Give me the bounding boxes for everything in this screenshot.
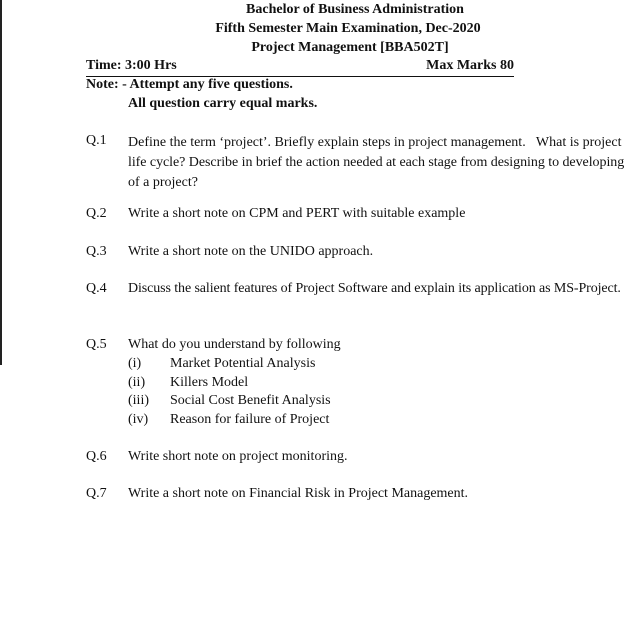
time-marks-row	[86, 58, 514, 77]
time-label: Time: 3:00 Hrs	[86, 58, 177, 73]
left-edge-rule	[0, 0, 2, 365]
exam-title: Fifth Semester Main Examination, Dec-2020	[215, 21, 481, 36]
note-line-1: Note: - Attempt any five questions.	[86, 77, 293, 92]
question-text: Discuss the salient features of Project Software and explain its application as MS-Project.	[128, 281, 621, 296]
question-text-line: life cycle? Describe in brief the action needed at each stage from designing to developing	[128, 155, 625, 170]
question-text: Write short note on project monitoring.	[128, 449, 348, 464]
sub-item-numeral: (i)	[128, 356, 142, 371]
question-number: Q.1	[86, 133, 107, 148]
question-number: Q.4	[86, 281, 107, 296]
question-text: Write a short note on CPM and PERT with suitable example	[128, 206, 466, 221]
question-number: Q.7	[86, 486, 107, 501]
max-marks-label: Max Marks 80	[426, 58, 514, 73]
sub-item-text: Killers Model	[170, 375, 249, 390]
sub-item-text: Social Cost Benefit Analysis	[170, 393, 331, 408]
sub-item-numeral: (ii)	[128, 375, 146, 390]
sub-item-numeral: (iv)	[128, 412, 149, 427]
course-title: Project Management [BBA502T]	[251, 40, 449, 55]
note-line-2: All question carry equal marks.	[128, 96, 318, 111]
sub-item-numeral: (iii)	[128, 393, 149, 408]
question-number: Q.5	[86, 337, 107, 352]
question-text: What do you understand by following	[128, 337, 341, 352]
question-number: Q.6	[86, 449, 107, 464]
question-number: Q.2	[86, 206, 107, 221]
question-text: Write a short note on Financial Risk in Project Management.	[128, 486, 469, 501]
sub-item-text: Reason for failure of Project	[170, 412, 330, 427]
question-text: Write a short note on the UNIDO approach.	[128, 244, 374, 259]
question-text	[128, 133, 638, 193]
sub-item-text: Market Potential Analysis	[170, 356, 316, 371]
question-text-line: Define the term ‘project’. Briefly explain steps in project management. What is project	[128, 135, 622, 150]
question-text-line: of a project?	[128, 175, 198, 190]
question-number: Q.3	[86, 244, 107, 259]
program-title: Bachelor of Business Administration	[246, 2, 464, 17]
